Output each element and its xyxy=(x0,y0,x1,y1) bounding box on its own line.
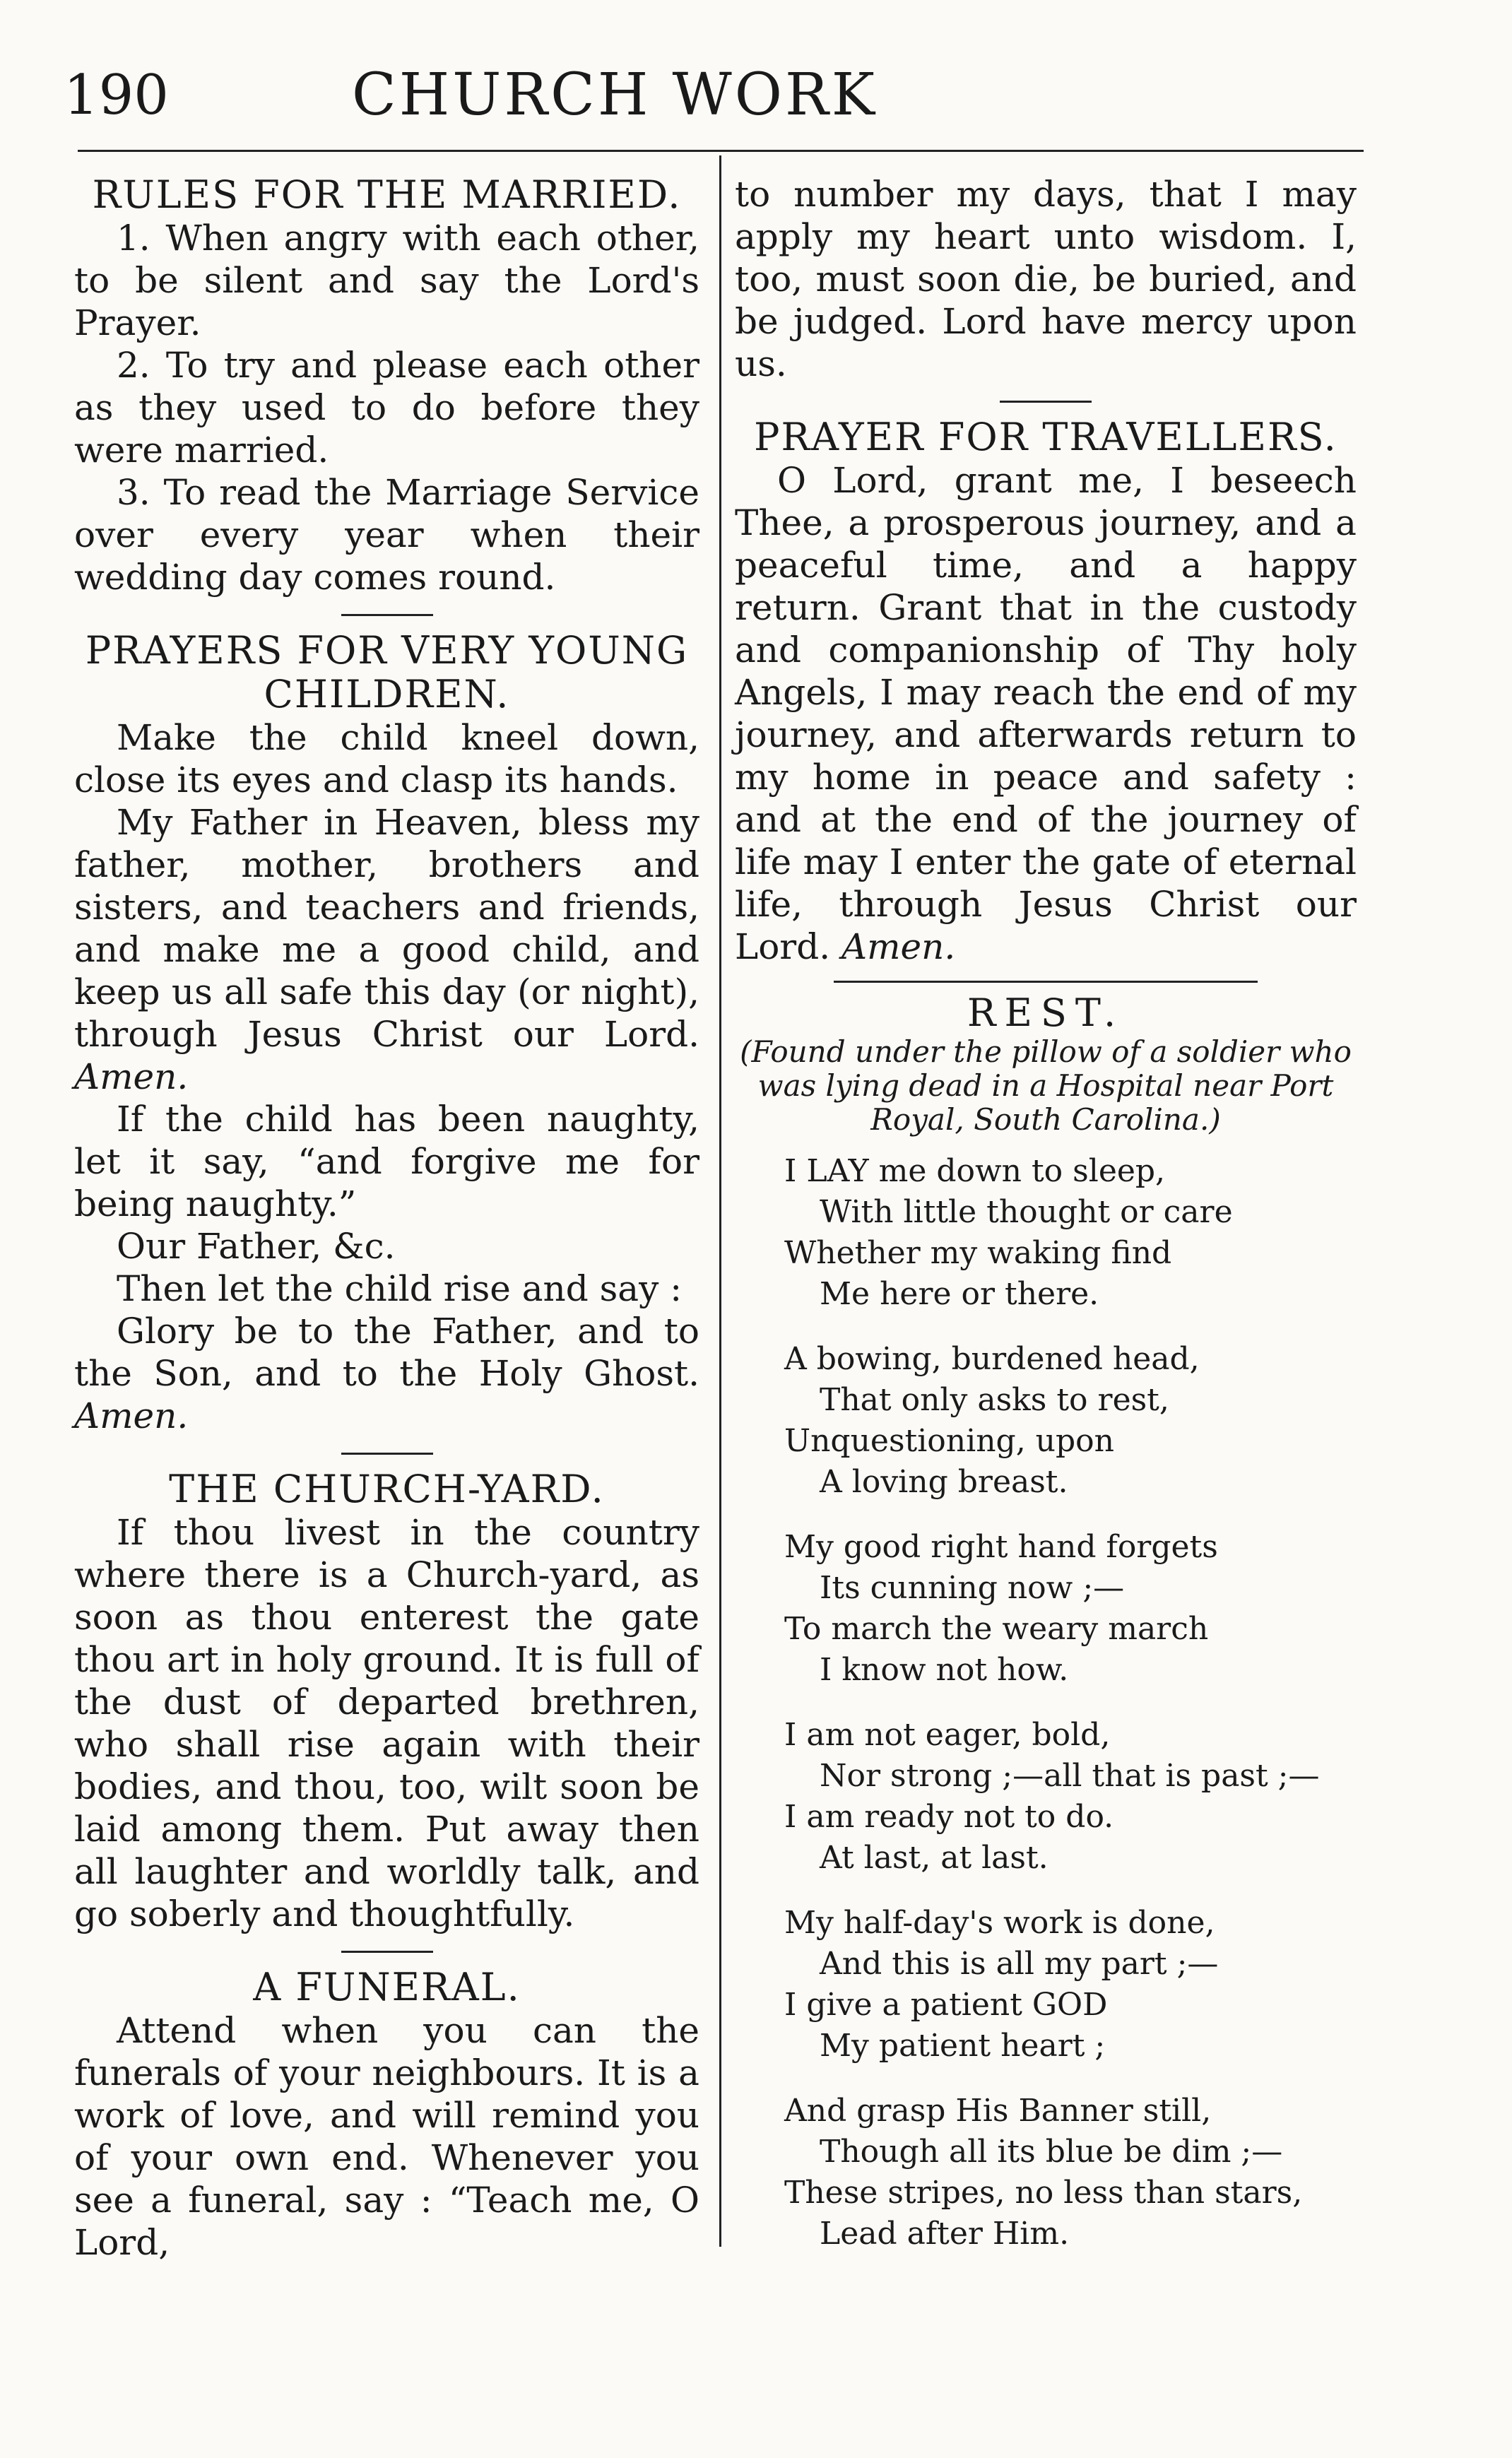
poem-line: At last, at last. xyxy=(820,1840,1049,1876)
prayer-text: My Father in Heaven, bless my father, mother, brothers and sisters, and teachers and friends, and make me a good child, and keep us all safe this day (or night), through Jesus Christ our Lord. xyxy=(74,802,699,1055)
page-header xyxy=(64,60,1448,131)
paragraph: Make the child kneel down, close its eyes and clasp its hands. xyxy=(74,717,699,800)
poem-line: Its cunning now ;— xyxy=(820,1570,1125,1606)
right-column xyxy=(735,173,1357,2279)
header-rule xyxy=(78,150,1364,152)
poem-stanza xyxy=(784,2091,1357,2255)
section-divider xyxy=(341,1453,433,1455)
poem-line: Though all its blue be dim ;— xyxy=(820,2134,1283,2170)
gloria-text: Glory be to the Father, and to the Son, and to the Holy Ghost. xyxy=(74,1311,699,1394)
running-title: CHURCH WORK xyxy=(352,61,878,129)
section-title-churchyard: THE CHURCH-YARD. xyxy=(169,1467,605,1511)
rule-item: 1. When angry with each other, to be silent and say the Lord's Prayer. xyxy=(74,218,699,343)
poem-line: Lead after Him. xyxy=(820,2216,1070,2252)
rule-item: 3. To read the Marriage Service over every year when their wedding day comes round. xyxy=(74,472,699,598)
poem-stanza xyxy=(784,1339,1357,1503)
section-title-funeral: A FUNERAL. xyxy=(253,1965,521,2009)
poem-line: Me here or there. xyxy=(820,1276,1099,1312)
poem-line: I am ready not to do. xyxy=(784,1799,1114,1835)
poem-line: I know not how. xyxy=(820,1652,1069,1688)
section-divider xyxy=(341,1951,433,1953)
amen: Amen. xyxy=(74,1056,189,1097)
section-title-rules: RULES FOR THE MARRIED. xyxy=(92,172,682,217)
poem-line: I give a patient GOD xyxy=(784,1987,1108,2023)
paragraph: to number my days, that I may apply my heart unto wisdom. I, too, must soon die, be buried, and be judged. Lord have mercy upon us. xyxy=(735,174,1357,384)
poem-line: These stripes, no less than stars, xyxy=(784,2175,1303,2211)
poem-stanza xyxy=(784,1151,1357,1315)
ornamental-divider xyxy=(834,981,1258,983)
poem-line: With little thought or care xyxy=(820,1194,1233,1230)
poem-line: And this is all my part ;— xyxy=(820,1946,1219,1982)
paragraph: Then let the child rise and say : xyxy=(117,1268,683,1309)
poem-line: Whether my waking find xyxy=(784,1235,1172,1271)
amen: Amen. xyxy=(74,1395,189,1436)
poem xyxy=(735,1151,1357,2255)
column-divider xyxy=(719,155,721,2247)
paragraph: Attend when you can the funerals of your neighbours. It is a work of love, and will remind you of your own end. Whenever you see a funeral, say : “Teach me, O Lord, xyxy=(74,2010,699,2263)
left-column xyxy=(74,173,699,2264)
prayer-text: O Lord, grant me, I beseech Thee, a prosperous journey, and a peaceful time, and a happy return. Grant that in the custody and companionship of Thy holy Angels, I may reach the end of my journey, and afterwards return to my home in peace and safety : and at the end of the journey of life may I enter the gate of eternal life, through Jesus Christ our Lord. xyxy=(735,460,1357,967)
poem-line: A bowing, burdened head, xyxy=(784,1341,1200,1377)
poem-line: To march the weary march xyxy=(784,1611,1209,1647)
poem-line: I LAY me down to sleep, xyxy=(784,1153,1166,1189)
section-title-rest: REST. xyxy=(967,991,1125,1035)
poem-caption: (Found under the pillow of a soldier who was lying dead in a Hospital near Port Royal, South Carolina.) xyxy=(740,1034,1352,1137)
rule-item: 2. To try and please each other as they used to do before they were married. xyxy=(74,345,699,471)
page-number: 190 xyxy=(64,64,169,127)
prayer-paragraph xyxy=(735,459,1357,968)
paragraph: If thou livest in the country where there is a Church-yard, as soon as thou enterest the gate thou art in holy ground. It is full of the dust of departed brethren, who shall rise again with their bodies, and thou, too, wilt soon be laid among them. Put away then all laughter and worldly talk, and go soberly and thoughtfully. xyxy=(74,1512,699,1934)
poem-line: My patient heart ; xyxy=(820,2028,1106,2064)
poem-stanza xyxy=(784,1715,1357,1879)
poem-line: Nor strong ;—all that is past ;— xyxy=(820,1758,1320,1794)
poem-line: My good right hand forgets xyxy=(784,1529,1218,1565)
section-title-children: PRAYERS FOR VERY YOUNG CHILDREN. xyxy=(85,628,689,716)
gloria-paragraph xyxy=(74,1310,699,1437)
poem-line: My half-day's work is done, xyxy=(784,1905,1215,1941)
poem-line: I am not eager, bold, xyxy=(784,1717,1111,1753)
paragraph: If the child has been naughty, let it say, “and forgive me for being naughty.” xyxy=(74,1099,699,1224)
poem-line: A loving breast. xyxy=(820,1464,1068,1500)
section-title-travellers: PRAYER FOR TRAVELLERS. xyxy=(754,415,1337,459)
section-divider xyxy=(341,614,433,616)
poem-stanza xyxy=(784,1903,1357,2067)
poem-line: Unquestioning, upon xyxy=(784,1423,1115,1459)
poem-line: And grasp His Banner still, xyxy=(784,2093,1212,2129)
amen: Amen. xyxy=(841,926,956,967)
prayer-paragraph xyxy=(74,801,699,1098)
poem-line: That only asks to rest, xyxy=(820,1382,1169,1418)
section-divider xyxy=(1000,401,1092,403)
poem-stanza xyxy=(784,1527,1357,1691)
paragraph: Our Father, &c. xyxy=(117,1226,396,1267)
